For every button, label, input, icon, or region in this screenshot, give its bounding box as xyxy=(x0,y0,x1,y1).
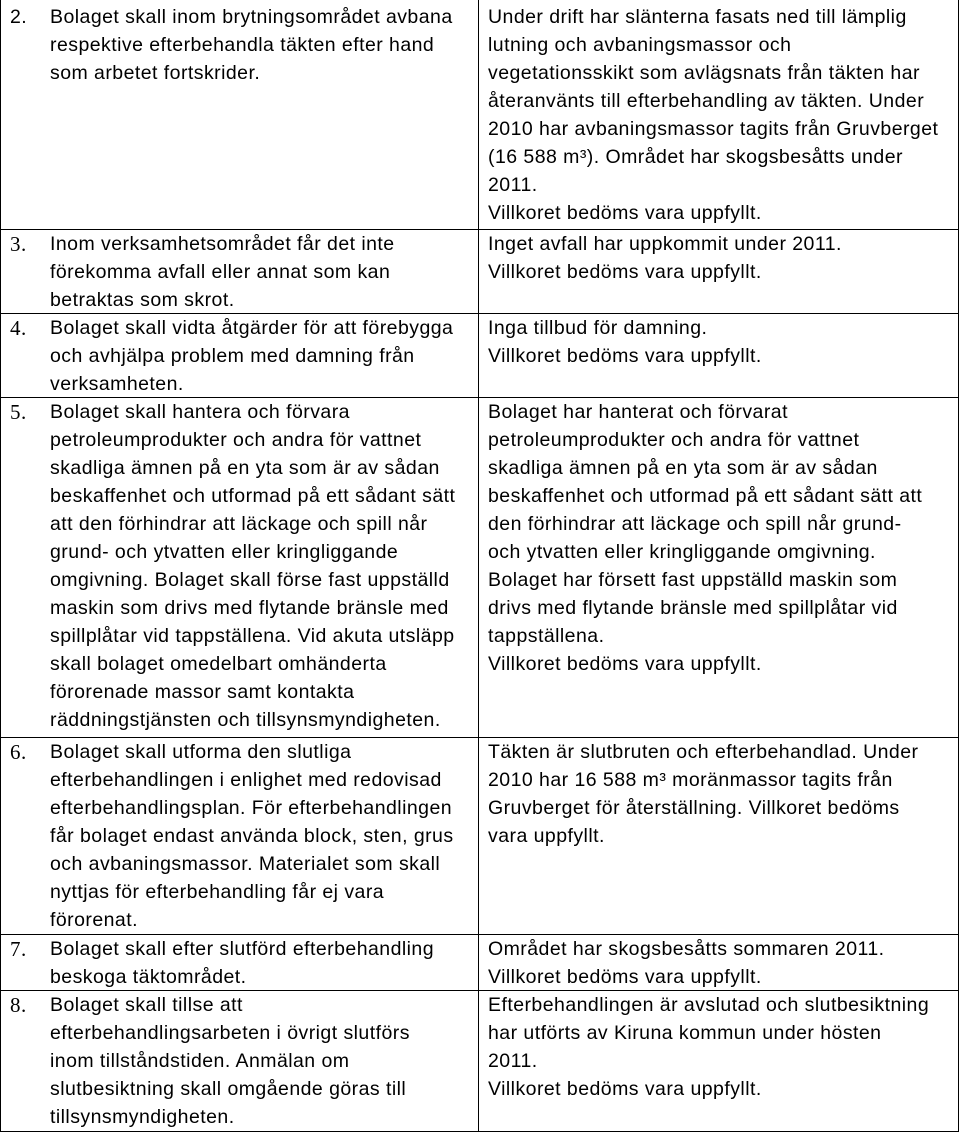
table-row xyxy=(1,738,958,935)
table-row xyxy=(1,991,958,1132)
text-line: Gruvberget för återställning. Villkoret bedöms xyxy=(488,797,900,819)
text-line: Bolaget har försett fast uppställd maskin som xyxy=(488,569,898,591)
condition-text xyxy=(50,398,478,734)
table-row xyxy=(1,0,958,230)
text-line: tappställena. xyxy=(488,625,605,647)
text-line: Villkoret bedöms vara uppfyllt. xyxy=(488,966,762,988)
text-line: vara uppfyllt. xyxy=(488,825,605,847)
condition-cell xyxy=(1,935,479,990)
text-line: Efterbehandlingen är avslutad och slutbesiktning xyxy=(488,994,930,1016)
text-line: beskaffenhet och utformad på ett sådant sätt xyxy=(50,485,456,507)
text-line: förekomma avfall eller annat som kan xyxy=(50,261,391,283)
text-line: beskoga täktområdet. xyxy=(50,966,247,988)
condition-number: 8. xyxy=(10,993,27,1017)
condition-text xyxy=(50,314,478,398)
text-line: Bolaget skall inom brytningsområdet avbana xyxy=(50,6,453,28)
text-line: Bolaget skall hantera och förvara xyxy=(50,401,350,423)
text-line: inom tillståndstiden. Anmälan om xyxy=(50,1050,350,1072)
text-line: Bolaget skall vidta åtgärder för att förebygga xyxy=(50,317,454,339)
outcome-text xyxy=(488,935,958,991)
condition-text xyxy=(50,230,478,314)
text-line: förorenat. xyxy=(50,909,138,931)
outcome-cell xyxy=(479,0,958,229)
condition-text xyxy=(50,991,478,1131)
text-line: förorenade massor samt kontakta xyxy=(50,681,355,703)
text-line: Inga tillbud för damning. xyxy=(488,317,708,339)
text-line: den förhindrar att läckage och spill når grund- xyxy=(488,513,902,535)
text-line: Bolaget har hanterat och förvarat xyxy=(488,401,788,423)
condition-number: 3. xyxy=(10,232,27,256)
text-line: efterbehandlingsplan. För efterbehandlingen xyxy=(50,797,453,819)
text-line: beskaffenhet och utformad på ett sådant sätt att xyxy=(488,485,923,507)
text-line: spillplåtar vid tappställena. Vid akuta utsläpp xyxy=(50,625,455,647)
text-line: petroleumprodukter och andra för vattnet xyxy=(488,429,860,451)
condition-number: 4. xyxy=(10,316,27,340)
outcome-text xyxy=(488,398,958,678)
text-line: skadliga ämnen på en yta som är av sådan xyxy=(488,457,878,479)
text-line: drivs med flytande bränsle med spillplåtar vid xyxy=(488,597,898,619)
text-line: slutbesiktning skall omgående göras till xyxy=(50,1078,407,1100)
condition-cell xyxy=(1,398,479,737)
text-line: lutning och avbaningsmassor och xyxy=(488,34,792,56)
text-line: Bolaget skall tillse att xyxy=(50,994,243,1016)
text-line: att den förhindrar att läckage och spill når xyxy=(50,513,428,535)
text-line: 2011. xyxy=(488,174,538,196)
text-line: Under drift har slänterna fasats ned till lämplig xyxy=(488,6,907,28)
outcome-cell xyxy=(479,314,958,397)
condition-cell xyxy=(1,738,479,934)
text-line: Villkoret bedöms vara uppfyllt. xyxy=(488,261,762,283)
table-row xyxy=(1,398,958,738)
text-line: skall bolaget omedelbart omhänderta xyxy=(50,653,387,675)
text-line: petroleumprodukter och andra för vattnet xyxy=(50,429,422,451)
text-line: och avhjälpa problem med damning från xyxy=(50,345,415,367)
text-line: maskin som drivs med flytande bränsle med xyxy=(50,597,449,619)
condition-number: 7. xyxy=(10,937,27,961)
text-line: betraktas som skrot. xyxy=(50,289,235,311)
text-line: Täkten är slutbruten och efterbehandlad. Under xyxy=(488,741,919,763)
text-line: Bolaget skall efter slutförd efterbehandling xyxy=(50,938,435,960)
table-row xyxy=(1,935,958,991)
text-line: Området har skogsbesåtts sommaren 2011. xyxy=(488,938,885,960)
condition-number: 5. xyxy=(10,400,27,424)
condition-cell xyxy=(1,0,479,229)
outcome-cell xyxy=(479,935,958,990)
text-line: vegetationsskikt som avlägsnats från täkten har xyxy=(488,62,920,84)
text-line: skadliga ämnen på en yta som är av sådan xyxy=(50,457,440,479)
text-line: omgivning. Bolaget skall förse fast uppställd xyxy=(50,569,450,591)
condition-cell xyxy=(1,314,479,397)
outcome-text xyxy=(488,738,958,850)
text-line: Inom verksamhetsområdet får det inte xyxy=(50,233,395,255)
condition-number: 2. xyxy=(10,6,28,28)
outcome-cell xyxy=(479,398,958,737)
text-line: Bolaget skall utforma den slutliga xyxy=(50,741,352,763)
outcome-text xyxy=(488,3,958,227)
text-line: efterbehandlingsarbeten i övrigt slutförs xyxy=(50,1022,410,1044)
text-line: (16 588 m³). Området har skogsbesåtts under xyxy=(488,146,903,168)
text-line: Villkoret bedöms vara uppfyllt. xyxy=(488,202,762,224)
text-line: och ytvatten eller kringliggande omgivning. xyxy=(488,541,876,563)
condition-cell xyxy=(1,991,479,1131)
text-line: 2011. xyxy=(488,1050,538,1072)
condition-text xyxy=(50,738,478,934)
text-line: efterbehandlingen i enlighet med redovisad xyxy=(50,769,442,791)
condition-cell xyxy=(1,230,479,313)
text-line: Villkoret bedöms vara uppfyllt. xyxy=(488,345,762,367)
text-line: räddningstjänsten och tillsynsmyndigheten. xyxy=(50,709,441,731)
text-line: har utförts av Kiruna kommun under hösten xyxy=(488,1022,882,1044)
text-line: verksamheten. xyxy=(50,373,184,395)
table-row xyxy=(1,230,958,314)
outcome-text xyxy=(488,314,958,370)
text-line: respektive efterbehandla täkten efter hand xyxy=(50,34,435,56)
outcome-text xyxy=(488,230,958,286)
text-line: som arbetet fortskrider. xyxy=(50,62,261,84)
outcome-text xyxy=(488,991,958,1103)
outcome-cell xyxy=(479,991,958,1131)
text-line: får bolaget endast använda block, sten, grus xyxy=(50,825,454,847)
condition-number: 6. xyxy=(10,740,27,764)
text-line: Inget avfall har uppkommit under 2011. xyxy=(488,233,842,255)
table-row xyxy=(1,314,958,398)
text-line: 2010 har 16 588 m³ moränmassor tagits från xyxy=(488,769,893,791)
text-line: nyttjas för efterbehandling får ej vara xyxy=(50,881,385,903)
condition-text xyxy=(50,935,478,991)
text-line: Villkoret bedöms vara uppfyllt. xyxy=(488,1078,762,1100)
text-line: Villkoret bedöms vara uppfyllt. xyxy=(488,653,762,675)
condition-text xyxy=(50,3,478,87)
outcome-cell xyxy=(479,230,958,313)
text-line: återanvänts till efterbehandling av täkten. Under xyxy=(488,90,925,112)
text-line: tillsynsmyndigheten. xyxy=(50,1106,235,1128)
text-line: 2010 har avbaningsmassor tagits från Gruvberget xyxy=(488,118,939,140)
text-line: grund- och ytvatten eller kringliggande xyxy=(50,541,399,563)
outcome-cell xyxy=(479,738,958,934)
text-line: och avbaningsmassor. Materialet som skall xyxy=(50,853,441,875)
